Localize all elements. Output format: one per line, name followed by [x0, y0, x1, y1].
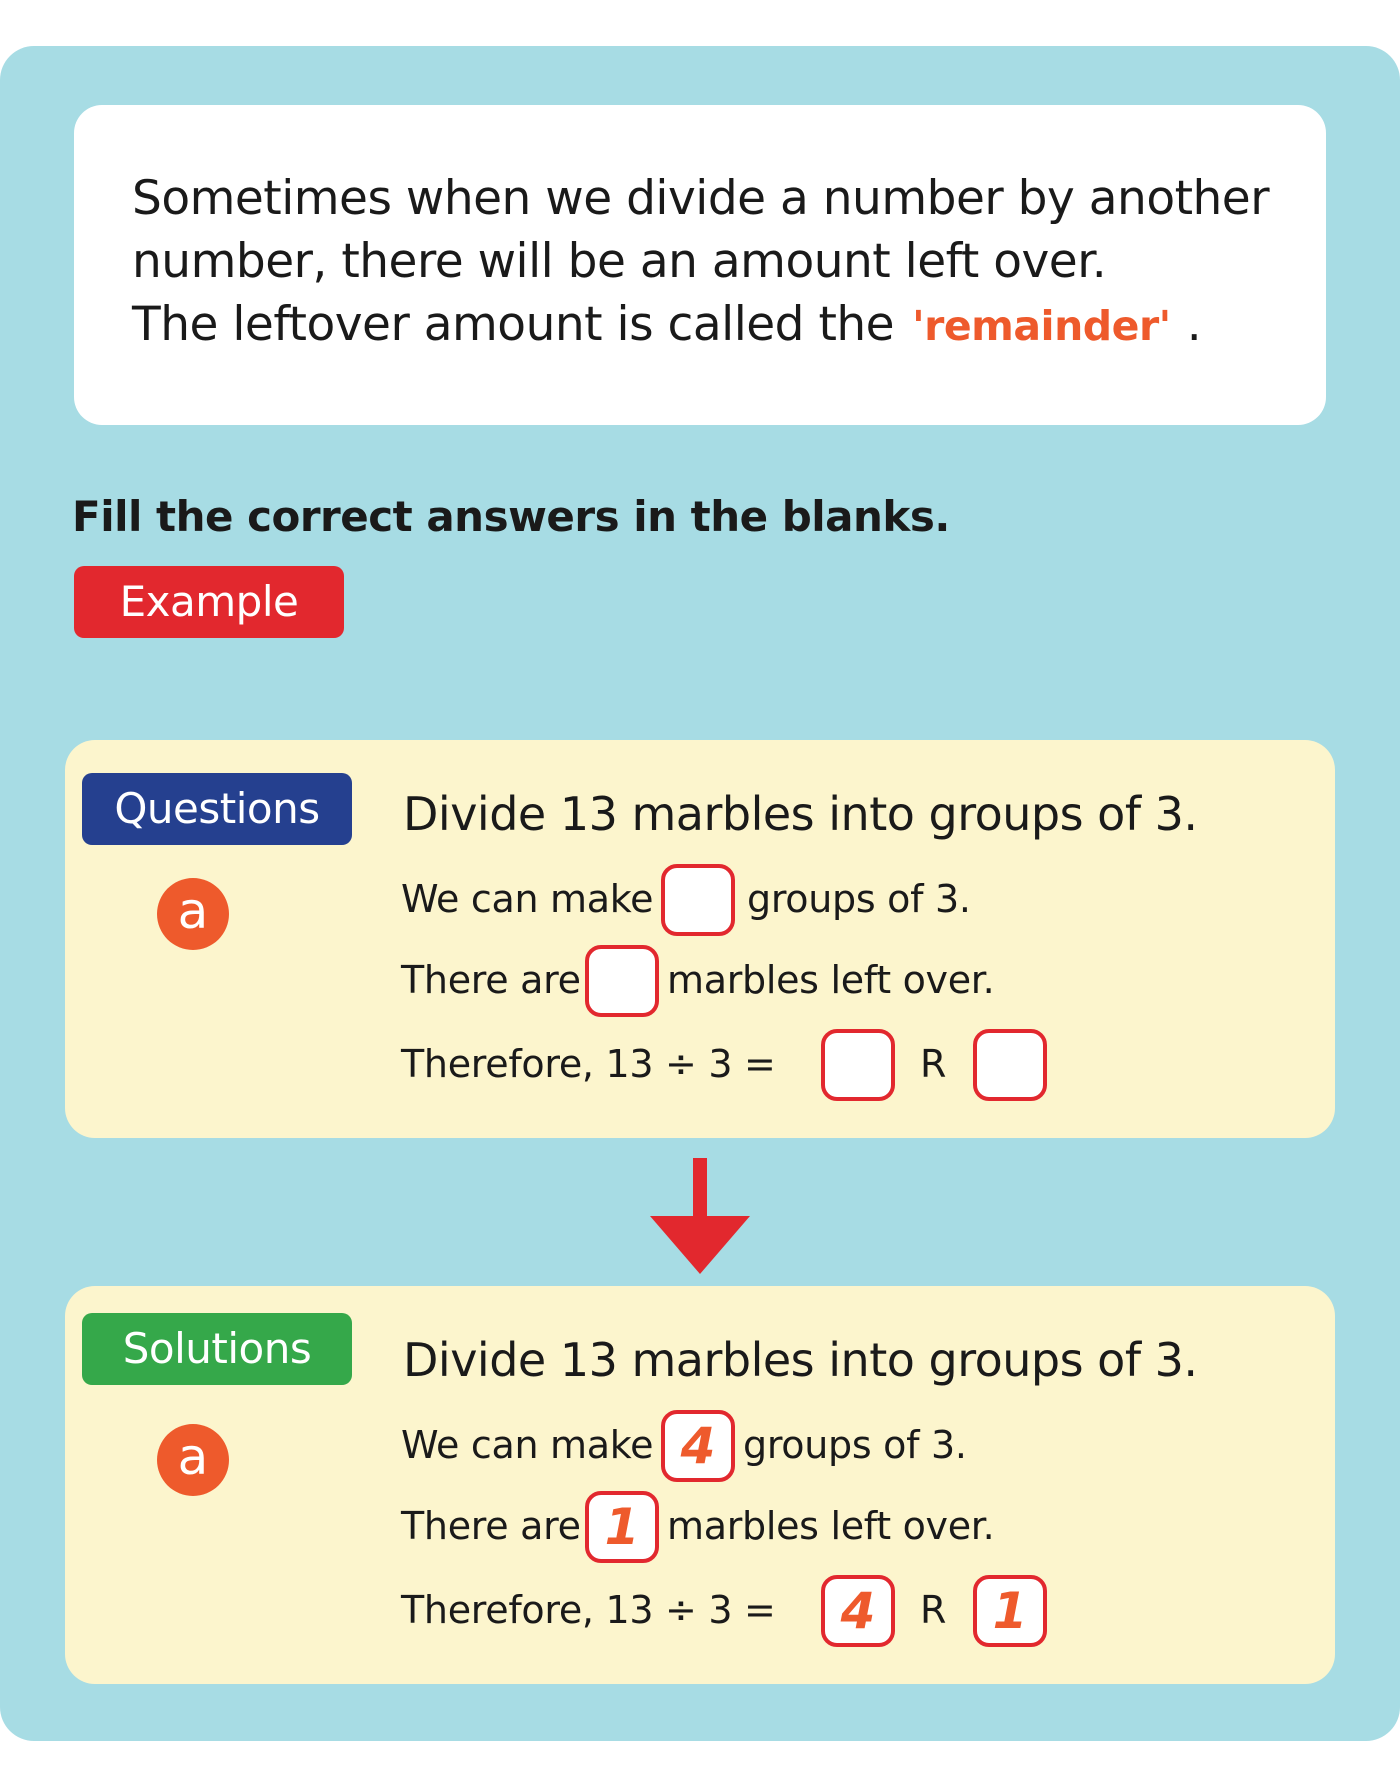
- question-title: Divide 13 marbles into groups of 3.: [403, 787, 1198, 841]
- solution-badge-a: a: [157, 1424, 229, 1496]
- instruction-heading: Fill the correct answers in the blanks.: [72, 492, 950, 541]
- solution-line-1-suffix: groups of 3.: [743, 1423, 967, 1467]
- intro-text: [132, 167, 1269, 358]
- question-line-1-text: We can make: [401, 877, 654, 921]
- solution-equation: Therefore, 13 ÷ 3 =: [401, 1588, 776, 1632]
- solution-line-2-suffix: marbles left over.: [667, 1504, 995, 1548]
- question-badge-a: a: [157, 878, 229, 950]
- solution-box-quotient: 4: [821, 1575, 895, 1647]
- answer-box-left-over[interactable]: [585, 945, 659, 1017]
- question-line-1-suffix: groups of 3.: [747, 877, 971, 921]
- remainder-highlight: 'remainder': [912, 302, 1171, 350]
- solution-box-groups: 4: [661, 1410, 735, 1482]
- questions-label: Questions: [82, 773, 352, 845]
- example-label: Example: [74, 566, 344, 638]
- intro-line-3: [132, 293, 1269, 358]
- answer-box-remainder[interactable]: [973, 1029, 1047, 1101]
- solution-box-remainder: 1: [973, 1575, 1047, 1647]
- intro-card: [74, 105, 1326, 425]
- remainder-r-label: R: [920, 1042, 947, 1086]
- intro-line-1: Sometimes when we divide a number by another: [132, 171, 1270, 226]
- question-line-2-suffix: marbles left over.: [667, 958, 995, 1002]
- intro-line-3-text: The leftover amount is called the: [132, 297, 895, 352]
- down-arrow-icon: [650, 1158, 750, 1278]
- intro-period: .: [1186, 297, 1202, 352]
- solution-box-left-over: 1: [585, 1491, 659, 1563]
- question-line-2-text: There are: [401, 958, 581, 1002]
- solution-r-label: R: [920, 1588, 947, 1632]
- answer-box-groups[interactable]: [661, 864, 735, 936]
- solution-line-1-text: We can make: [401, 1423, 654, 1467]
- intro-line-2: number, there will be an amount left over.: [132, 234, 1107, 289]
- question-equation: Therefore, 13 ÷ 3 =: [401, 1042, 776, 1086]
- answer-box-quotient[interactable]: [821, 1029, 895, 1101]
- solution-line-2-text: There are: [401, 1504, 581, 1548]
- solutions-label: Solutions: [82, 1313, 352, 1385]
- solution-title: Divide 13 marbles into groups of 3.: [403, 1333, 1198, 1387]
